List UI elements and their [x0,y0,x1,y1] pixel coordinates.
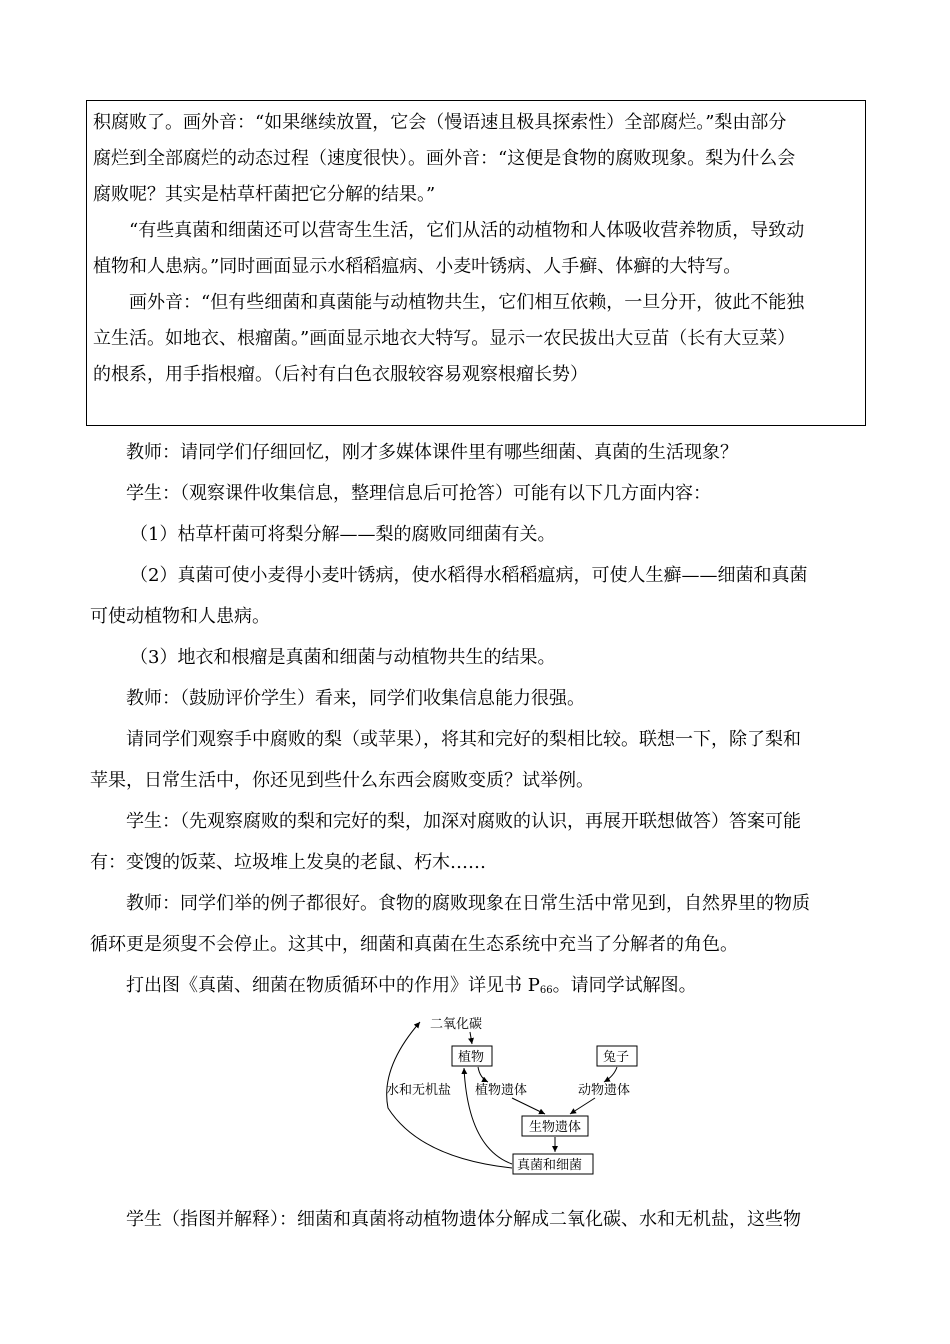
fungi-bacteria-label: 真菌和细菌 [517,1158,583,1173]
figure-caption-text: 打出图《真菌、细菌在物质循环中的作用》详见书 P [126,975,540,996]
paragraph-line: 学生（指图并解释）：细菌和真菌将动植物遗体分解成二氧化碳、水和无机盐，这些物 [126,1209,801,1230]
co2-to-plant-arrow [470,1032,472,1044]
box-line: 植物和人患病。”同时画面显示水稻稻瘟病、小麦叶锈病、人手癣、体癣的大特写。 [93,256,742,277]
paragraph-line: （2）真菌可使小麦得小麦叶锈病，使水稻得水稻稻瘟病，可使人生癣——细菌和真菌 [130,565,808,586]
rabbit-to-remains-arrow [604,1067,617,1082]
bio-remains-label: 生物遗体 [529,1120,582,1135]
paragraph-line: （1）枯草杆菌可将梨分解——梨的腐败同细菌有关。 [130,524,556,545]
animal-remains-label: 动物遗体 [578,1083,631,1098]
box-line: 画外音：“但有些细菌和真菌能与动植物共生，它们相互依赖，一旦分开，彼此不能独 [129,292,805,313]
lesson-script-box [86,100,866,426]
paragraph-line: 有：变馊的饭菜、垃圾堆上发臭的老鼠、朽木…… [90,852,486,873]
plant-label: 植物 [458,1050,485,1065]
plant-to-remains-arrow [478,1067,488,1082]
paragraph-line: 学生：（观察课件收集信息，整理信息后可抢答）可能有以下几方面内容： [126,483,711,504]
paragraph-line: 循环更是须叟不会停止。这其中，细菌和真菌在生态系统中充当了分解者的角色。 [90,934,738,955]
co2-label: 二氧化碳 [430,1017,483,1032]
body-text [90,432,870,1011]
final-paragraph [90,1202,801,1238]
paragraph-line: 可使动植物和人患病。 [90,606,270,627]
box-line: 腐烂到全部腐烂的动态过程（速度很快）。画外音：“这便是食物的腐败现象。梨为什么会 [93,148,796,169]
water-salt-label: 水和无机盐 [386,1083,452,1098]
paragraph-line: 苹果，日常生活中，你还见到些什么东西会腐败变质？试举例。 [90,770,594,791]
rabbit-label: 兔子 [603,1050,630,1065]
figure-caption-tail: 。请同学试解图。 [552,975,697,996]
paragraph-line: 教师：请同学们仔细回忆，刚才多媒体课件里有哪些细菌、真菌的生活现象？ [126,442,738,463]
paragraph-line: 教师：（鼓励评价学生）看来，同学们收集信息能力很强。 [126,688,585,709]
animal-remains-to-bio-arrow [570,1098,595,1114]
paragraph-line: 请同学们观察手中腐败的梨（或苹果），将其和完好的梨相比较。联想一下，除了梨和 [126,729,801,750]
paragraph-line: 学生：（先观察腐败的梨和完好的梨，加深对腐败的认识，再展开联想做答）答案可能 [126,811,801,832]
box-line: 的根系，用手指根瘤。（后衬有白色衣服较容易观察根瘤长势） [93,364,588,385]
plant-remains-to-bio-arrow [512,1098,545,1114]
box-line: “有些真菌和细菌还可以营寄生生活，它们从活的动植物和人体吸收营养物质，导致动 [129,220,805,241]
paragraph-line: （3）地衣和根瘤是真菌和细菌与动植物共生的结果。 [130,647,556,668]
plant-remains-label: 植物遗体 [475,1083,528,1098]
figure-caption-line [90,965,870,1011]
box-line: 积腐败了。画外音：“如果继续放置，它会（慢语速且极具探索性）全部腐烂。”梨由部分 [93,112,787,133]
box-line: 腐败呢？其实是枯草杆菌把它分解的结果。” [93,184,436,205]
paragraph-line: 教师：同学们举的例子都很好。食物的腐败现象在日常生活中常见到，自然界里的物质 [126,893,810,914]
box-line: 立生活。如地衣、根瘤菌。”画面显示地衣大特写。显示一农民拔出大豆苗（长有大豆菜） [93,328,796,349]
page-number-subscript: 66 [539,985,553,996]
material-cycle-diagram [380,1008,640,1183]
